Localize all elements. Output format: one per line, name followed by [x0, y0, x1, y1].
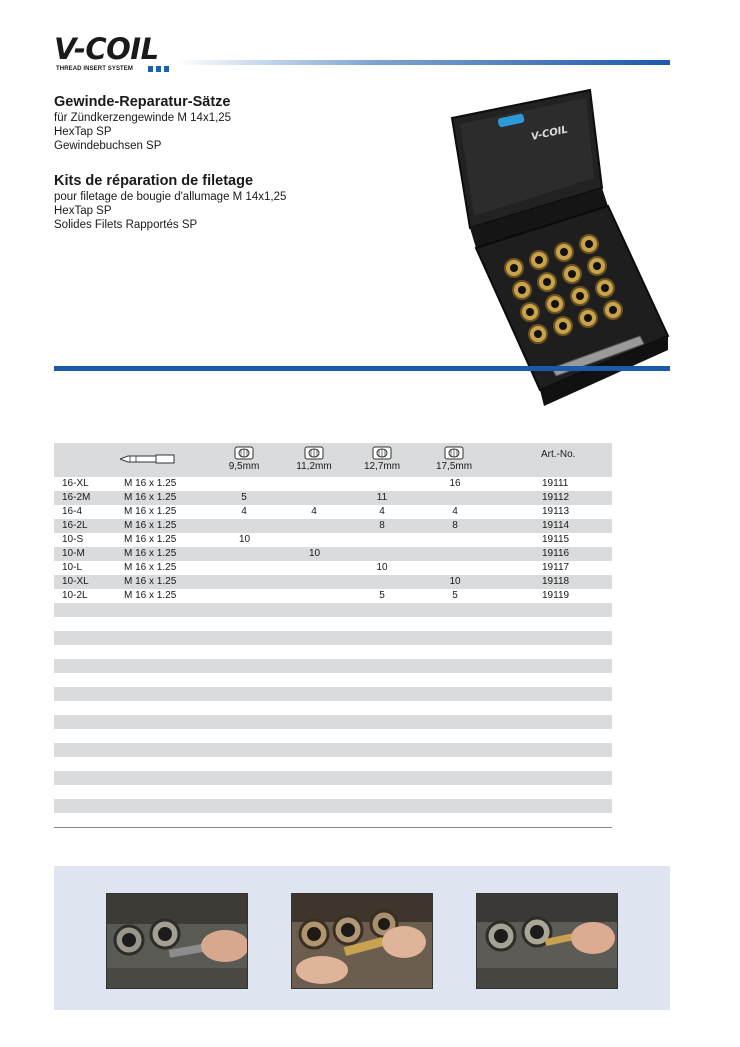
table-row [54, 561, 612, 575]
table-bottom-rule [54, 827, 612, 828]
subline-fr-2: HexTap SP [54, 205, 112, 217]
cell-thread: M 16 x 1.25 [124, 576, 177, 587]
logo-wordmark: V-COIL [54, 32, 159, 66]
engine-head-photo-inserting [291, 893, 433, 989]
section-divider-bar [54, 366, 670, 371]
empty-row [54, 771, 612, 785]
table-row [54, 533, 612, 547]
cell-d: 5 [452, 590, 458, 601]
table-row [54, 547, 612, 561]
cell-thread: M 16 x 1.25 [124, 548, 177, 559]
cell-a: 5 [241, 492, 247, 503]
cell-c: 8 [379, 520, 385, 531]
empty-row [54, 603, 612, 617]
cell-art: 19115 [542, 534, 570, 545]
hextap-icon [120, 451, 176, 469]
empty-row [54, 757, 612, 771]
table-row [54, 477, 612, 491]
kit-table [54, 443, 612, 828]
cell-d: 8 [452, 520, 458, 531]
thread-insert-icon [444, 446, 464, 460]
thread-insert-icon [372, 446, 392, 460]
cell-art: 19114 [542, 520, 570, 531]
cell-b: 10 [309, 548, 321, 559]
empty-row [54, 673, 612, 687]
brand-logo [54, 32, 172, 78]
table-row [54, 505, 612, 519]
engine-head-photo-finishing [476, 893, 618, 989]
empty-row [54, 645, 612, 659]
heading-block-fr [54, 172, 286, 232]
cell-kit: 16-2L [62, 520, 88, 531]
header-label-b: 11,2mm [296, 461, 332, 472]
svg-text:V-COIL: V-COIL [530, 124, 569, 143]
table-row [54, 589, 612, 603]
header-col-17-5mm [424, 446, 484, 472]
subline-de-1: für Zündkerzengewinde M 14x1,25 [54, 112, 232, 124]
table-row [54, 519, 612, 533]
cell-thread: M 16 x 1.25 [124, 492, 177, 503]
table-body [54, 477, 612, 603]
table-empty-rows [54, 603, 612, 827]
empty-row [54, 659, 612, 673]
cell-art: 19111 [542, 478, 569, 489]
cell-kit: 10-2L [62, 590, 88, 601]
empty-row [54, 785, 612, 799]
subline-de-3: Gewindebuchsen SP [54, 140, 162, 152]
title-de: Gewinde-Reparatur-Sätze [54, 94, 231, 110]
cell-c: 10 [376, 562, 388, 573]
empty-row [54, 701, 612, 715]
header-gradient-bar [176, 60, 670, 65]
title-fr: Kits de réparation de filetage [54, 173, 254, 189]
cell-a: 10 [239, 534, 251, 545]
cell-art: 19117 [542, 562, 570, 573]
empty-row [54, 631, 612, 645]
header-col-12-7mm [352, 446, 412, 472]
cell-c: 11 [376, 492, 388, 503]
cell-b: 4 [311, 506, 317, 517]
thread-insert-icon [234, 446, 254, 460]
cell-thread: M 16 x 1.25 [124, 478, 177, 489]
empty-row [54, 687, 612, 701]
cell-kit: 10-L [62, 562, 83, 573]
header-label-a: 9,5mm [228, 461, 260, 472]
heading-block-de [54, 93, 231, 153]
logo-dots-icon [148, 66, 169, 72]
cell-art: 19112 [542, 492, 570, 503]
header-art-no: Art.-No. [541, 449, 576, 460]
cell-kit: 10-XL [62, 576, 89, 587]
header-col-9-5mm [214, 446, 274, 472]
cell-thread: M 16 x 1.25 [124, 520, 177, 531]
engine-head-photo-tapping [106, 893, 248, 989]
cell-art: 19113 [542, 506, 570, 517]
thread-insert-icon [304, 446, 324, 460]
empty-row [54, 617, 612, 631]
cell-kit: 10-M [62, 548, 85, 559]
photo-panel [54, 866, 670, 1010]
cell-c: 5 [379, 590, 385, 601]
cell-kit: 10-S [62, 534, 84, 545]
empty-row [54, 743, 612, 757]
cell-c: 4 [379, 506, 385, 517]
table-row [54, 491, 612, 505]
cell-art: 19119 [542, 590, 570, 601]
cell-kit: 16-4 [62, 506, 83, 517]
subline-de-2: HexTap SP [54, 126, 112, 138]
cell-kit: 16-XL [62, 478, 89, 489]
empty-row [54, 715, 612, 729]
cell-d: 10 [449, 576, 461, 587]
header-label-c: 12,7mm [363, 461, 401, 472]
cell-d: 4 [452, 506, 458, 517]
cell-thread: M 16 x 1.25 [124, 562, 177, 573]
empty-row [54, 813, 612, 827]
cell-kit: 16-2M [62, 492, 91, 503]
cell-art: 19116 [542, 548, 570, 559]
subline-fr-1: pour filetage de bougie d'allumage M 14x1,25 [54, 191, 287, 203]
cell-thread: M 16 x 1.25 [124, 534, 177, 545]
cell-a: 4 [241, 506, 247, 517]
cell-thread: M 16 x 1.25 [124, 506, 177, 517]
logo-tagline: THREAD INSERT SYSTEM [56, 66, 134, 72]
cell-art: 19118 [542, 576, 570, 587]
empty-row [54, 729, 612, 743]
table-row [54, 575, 612, 589]
table-header [54, 443, 612, 477]
header-col-11-2mm [284, 446, 344, 472]
cell-thread: M 16 x 1.25 [124, 590, 177, 601]
header-label-d: 17,5mm [435, 461, 473, 472]
empty-row [54, 799, 612, 813]
cell-d: 16 [449, 478, 461, 489]
subline-fr-3: Solides Filets Rapportés SP [54, 219, 198, 231]
